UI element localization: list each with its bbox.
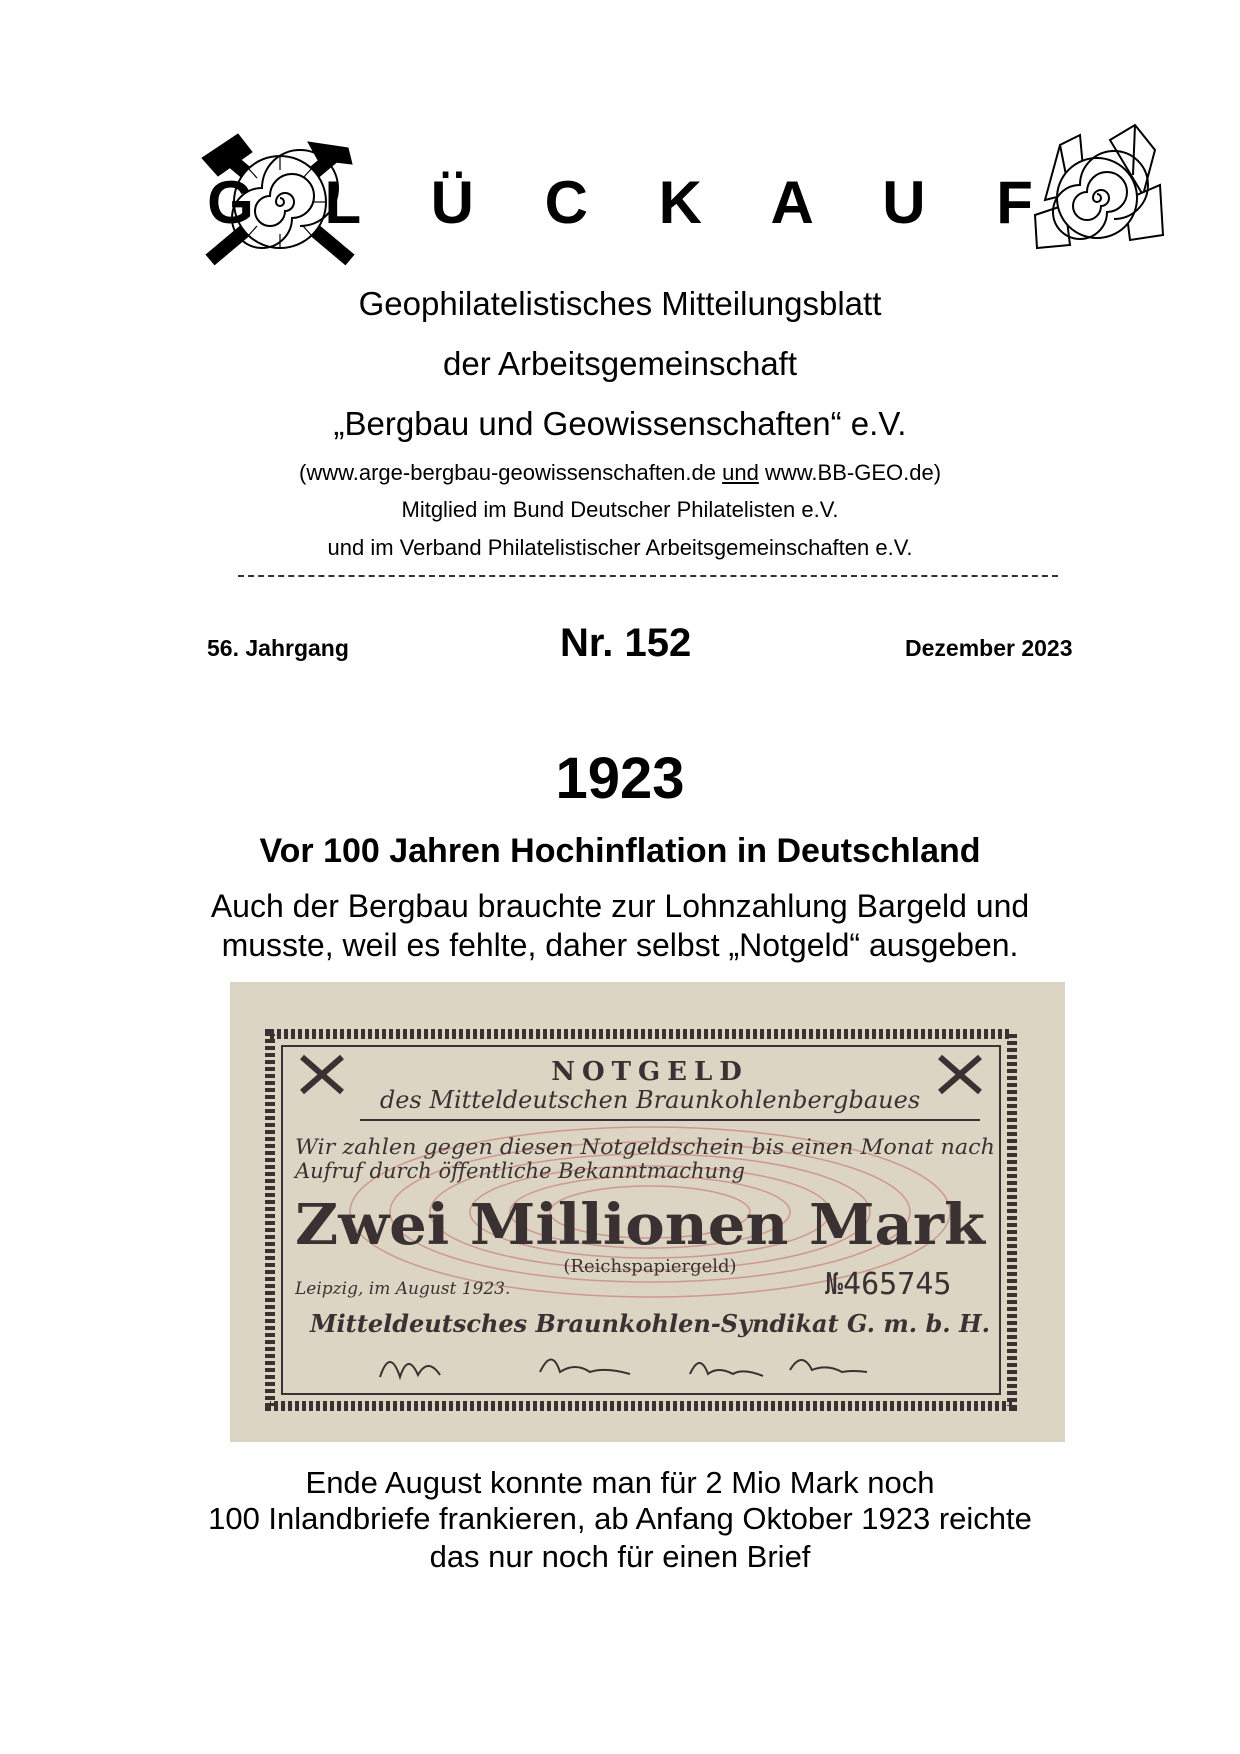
subtitle-line-3: „Bergbau und Geowissenschaften“ e.V. [333,405,907,442]
banknote-note-type: (Reichspapiergeld) [563,1256,737,1277]
subtitle-line-2: der Arbeitsgemeinschaft [442,345,798,382]
masthead-title: G L Ü C K A U F [207,169,1060,236]
issue-number: Nr. 152 [560,621,692,665]
banknote-text-line-1: Wir zahlen gegen diesen Notgeldschein bis einen Monat nach [295,1135,995,1159]
website-line [0,460,1240,486]
dashed-divider [238,575,1058,577]
banknote-serial: №465745 [825,1267,952,1302]
banknote-text-line-2: Aufruf durch öffentliche Bekanntmachung [295,1159,745,1183]
issue-date: Dezember 2023 [905,635,1073,661]
membership-line-2: und im Verband Philatelistischer Arbeitsgemeinschaften e.V. [327,535,913,560]
website-link-1: www.arge-bergbau-geowissenschaften.de [306,460,716,485]
banknote-place-date: Leipzig, im August 1923. [295,1279,511,1299]
article-headline: Vor 100 Jahren Hochinflation in Deutschland [259,832,981,870]
caption-line-1: Ende August konnte man für 2 Mio Mark noch [305,1465,935,1500]
banknote-syndicate: Mitteldeutsches Braunkohlen-Syndikat G. m. b. H. [309,1309,991,1338]
website-link-2: www.BB-GEO.de [764,460,934,485]
web-open-paren: ( [298,460,307,485]
web-and: und [722,460,759,485]
notgeld-banknote-image [230,982,1065,1442]
web-close-paren: ) [933,460,942,485]
article-intro-line-2: musste, weil es fehlte, daher selbst „Notgeld“ ausgeben. [221,927,1019,963]
article-intro-line-1: Auch der Bergbau brauchte zur Lohnzahlung Bargeld und [210,888,1030,924]
article-year: 1923 [555,746,685,811]
issue-volume: 56. Jahrgang [207,635,349,661]
banknote-denomination: Zwei Millionen Mark [295,1192,987,1258]
membership-line-1: Mitglied im Bund Deutscher Philatelisten e.V. [401,497,839,522]
banknote-issuer: des Mitteldeutschen Braunkohlenbergbaues [379,1086,921,1114]
caption-line-2: 100 Inlandbriefe frankieren, ab Anfang Oktober 1923 reichte [208,1501,1032,1536]
subtitle-line-1: Geophilatelistisches Mitteilungsblatt [358,285,882,322]
caption-line-3: das nur noch für einen Brief [429,1539,811,1574]
banknote-title: NOTGELD [551,1057,749,1087]
